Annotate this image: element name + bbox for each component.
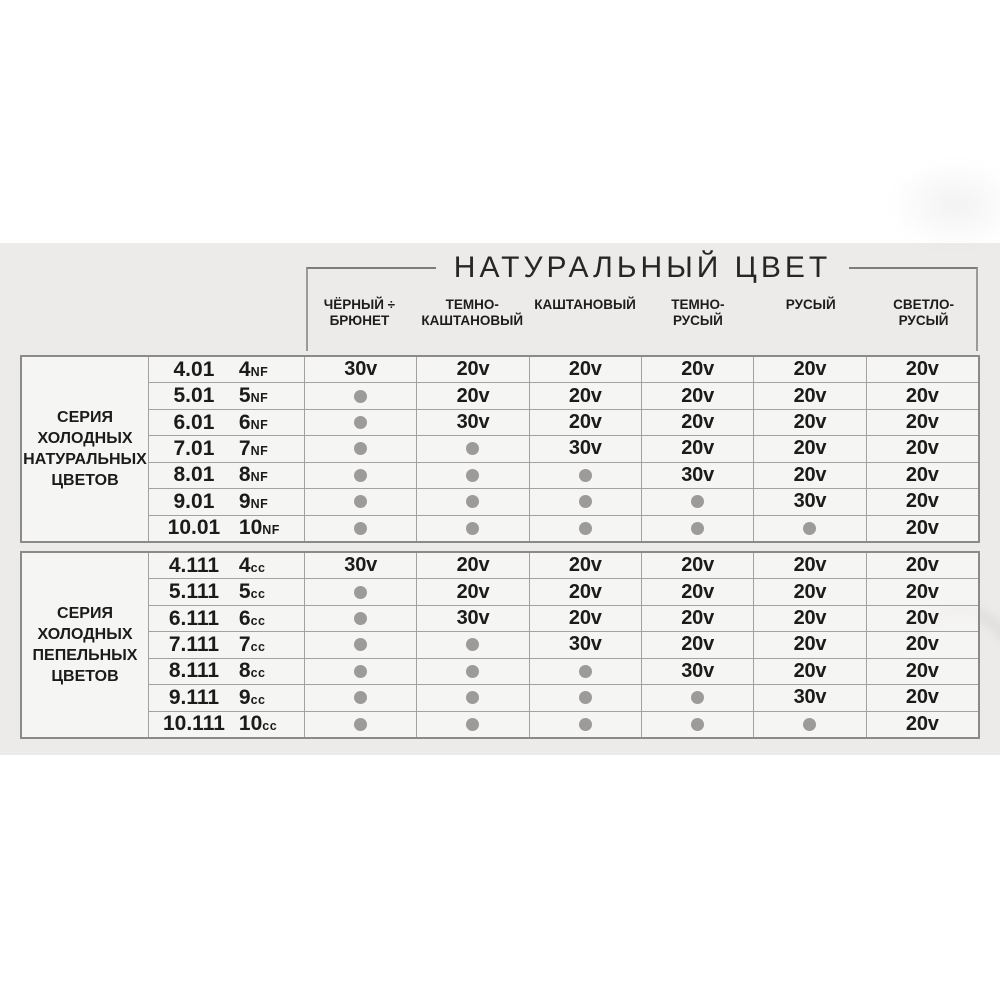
shade-short-suffix: cc: [250, 560, 266, 575]
developer-value-cell: 20v: [867, 436, 978, 461]
gray-dot-icon: [354, 390, 367, 403]
gray-dot-icon: [354, 442, 367, 455]
gray-dot-icon: [579, 469, 592, 482]
gray-dot-icon: [466, 691, 479, 704]
column-header-line: РУСЫЙ: [785, 297, 836, 312]
shade-code: 9.01: [173, 489, 215, 513]
level-dot-cell: [305, 659, 417, 684]
developer-value-cell: 20v: [417, 553, 529, 578]
level-dot-cell: [417, 712, 529, 737]
developer-value-cell: 20v: [867, 516, 978, 541]
column-header-line: ТЕМНО-: [445, 297, 499, 312]
column-header-line: РУСЫЙ: [672, 313, 723, 328]
developer-value-cell: 20v: [867, 357, 978, 382]
shade-code-cell: [149, 383, 305, 408]
gray-dot-icon: [466, 665, 479, 678]
level-dot-cell: [305, 685, 417, 710]
level-dot-cell: [530, 463, 642, 488]
shade-short-number: 9: [238, 489, 251, 513]
developer-value-cell: 20v: [754, 383, 866, 408]
developer-value-cell: 20v: [642, 383, 754, 408]
shade-short-code: [239, 463, 304, 487]
table-row: [149, 436, 978, 462]
level-dot-cell: [417, 436, 529, 461]
shade-code: 10.01: [167, 516, 221, 540]
series-label-line: СЕРИЯ: [57, 409, 113, 426]
table-row: [149, 659, 978, 685]
level-dot-cell: [530, 712, 642, 737]
shade-code-cell: [149, 553, 305, 578]
level-dot-cell: [305, 436, 417, 461]
table-row: [149, 516, 978, 541]
shade-code-cell: [149, 489, 305, 514]
level-dot-cell: [417, 463, 529, 488]
developer-value-cell: 20v: [867, 579, 978, 604]
level-dot-cell: [417, 516, 529, 541]
developer-value-cell: 20v: [867, 553, 978, 578]
developer-value-cell: 20v: [754, 579, 866, 604]
level-dot-cell: [305, 516, 417, 541]
series-label-line: ХОЛОДНЫХ: [37, 626, 133, 643]
developer-value-cell: 20v: [642, 410, 754, 435]
level-dot-cell: [417, 489, 529, 514]
shade-short-suffix: cc: [250, 639, 266, 654]
gray-dot-icon: [354, 469, 367, 482]
gray-dot-icon: [466, 638, 479, 651]
level-dot-cell: [642, 516, 754, 541]
shade-code: 6.111: [168, 606, 220, 630]
shade-short-code: [239, 712, 304, 736]
shade-code-cell: [149, 606, 305, 631]
shade-short-code: [239, 358, 304, 382]
table-row: [149, 579, 978, 605]
developer-value-cell: 30v: [530, 632, 642, 657]
gray-dot-icon: [466, 718, 479, 731]
column-header-6: [867, 297, 980, 329]
developer-value-cell: 30v: [530, 436, 642, 461]
shade-short-number: 5: [238, 384, 251, 408]
shade-code-cell: [149, 579, 305, 604]
developer-value-cell: 20v: [754, 659, 866, 684]
developer-value-cell: 20v: [417, 579, 529, 604]
shade-code: 8.01: [173, 463, 215, 487]
shade-short-code: [239, 490, 304, 514]
developer-value-cell: 20v: [642, 632, 754, 657]
shade-short-number: 10: [238, 516, 263, 540]
developer-value-cell: 20v: [530, 357, 642, 382]
shade-code-cell: [149, 712, 305, 737]
gray-dot-icon: [466, 469, 479, 482]
developer-value-cell: 20v: [642, 553, 754, 578]
developer-value-cell: 20v: [530, 383, 642, 408]
developer-value-cell: 30v: [754, 685, 866, 710]
table-row: [149, 383, 978, 409]
shade-code: 6.01: [173, 410, 215, 434]
level-dot-cell: [530, 516, 642, 541]
gray-dot-icon: [466, 522, 479, 535]
table-row: [149, 606, 978, 632]
table-row: [149, 463, 978, 489]
shade-short-number: 5: [238, 580, 251, 604]
developer-value-cell: 20v: [754, 606, 866, 631]
series-label-line: ЦВЕТОВ: [51, 472, 119, 489]
developer-value-cell: 20v: [642, 606, 754, 631]
table-row: [149, 632, 978, 658]
shade-short-code: [239, 659, 304, 683]
shade-code-cell: [149, 357, 305, 382]
developer-value-cell: 30v: [642, 659, 754, 684]
developer-value-cell: 20v: [417, 357, 529, 382]
shade-short-suffix: NF: [250, 417, 269, 432]
gray-dot-icon: [691, 495, 704, 508]
shade-code: 7.111: [168, 632, 220, 656]
developer-value-cell: 20v: [754, 410, 866, 435]
level-dot-cell: [530, 685, 642, 710]
shade-short-code: [239, 607, 304, 631]
shade-short-number: 4: [238, 553, 251, 577]
shade-short-number: 6: [238, 410, 251, 434]
shade-short-code: [239, 633, 304, 657]
shade-code-cell: [149, 659, 305, 684]
shade-short-code: [239, 384, 304, 408]
developer-value-cell: 20v: [867, 659, 978, 684]
gray-dot-icon: [354, 691, 367, 704]
shade-code-cell: [149, 410, 305, 435]
shade-short-suffix: cc: [250, 666, 266, 681]
developer-value-cell: 20v: [642, 357, 754, 382]
shade-code-cell: [149, 463, 305, 488]
shade-code: 5.111: [168, 580, 220, 604]
column-header-line: БРЮНЕТ: [329, 313, 390, 328]
series-label-line: СЕРИЯ: [57, 605, 113, 622]
level-dot-cell: [305, 410, 417, 435]
developer-value-cell: 30v: [305, 357, 417, 382]
developer-value-cell: 20v: [867, 606, 978, 631]
level-dot-cell: [305, 606, 417, 631]
series-label-line: ХОЛОДНЫХ: [37, 430, 133, 447]
developer-value-cell: 20v: [867, 712, 978, 737]
table-cold-ash-series: [20, 551, 980, 739]
level-dot-cell: [305, 489, 417, 514]
table-rows: [149, 553, 978, 737]
developer-value-cell: 20v: [530, 410, 642, 435]
developer-value-cell: 30v: [754, 489, 866, 514]
table-rows: [149, 357, 978, 541]
level-dot-cell: [754, 516, 866, 541]
gray-dot-icon: [354, 665, 367, 678]
developer-value-cell: 20v: [867, 489, 978, 514]
level-dot-cell: [417, 685, 529, 710]
shade-short-code: [239, 686, 304, 710]
shade-short-code: [239, 554, 304, 578]
developer-value-cell: 30v: [642, 463, 754, 488]
series-label-line: ПЕПЕЛЬНЫХ: [32, 647, 138, 664]
developer-value-cell: 20v: [867, 463, 978, 488]
shade-short-suffix: cc: [250, 692, 266, 707]
developer-value-cell: 30v: [305, 553, 417, 578]
gray-dot-icon: [579, 495, 592, 508]
shade-short-suffix: cc: [262, 719, 278, 734]
table-row: [149, 357, 978, 383]
column-header-line: КАШТАНОВЫЙ: [421, 313, 524, 328]
column-header-line: КАШТАНОВЫЙ: [534, 297, 636, 312]
column-header-line: РУСЫЙ: [898, 313, 949, 328]
gray-dot-icon: [579, 691, 592, 704]
gray-dot-icon: [691, 522, 704, 535]
table-row: [149, 712, 978, 737]
shade-short-number: 8: [238, 659, 251, 683]
developer-value-cell: 20v: [867, 632, 978, 657]
shade-short-number: 7: [238, 632, 251, 656]
level-dot-cell: [305, 632, 417, 657]
shade-short-number: 8: [238, 463, 251, 487]
level-dot-cell: [642, 489, 754, 514]
shade-short-number: 4: [238, 357, 251, 381]
level-dot-cell: [417, 632, 529, 657]
shade-code: 5.01: [173, 384, 215, 408]
shade-code: 4.01: [173, 357, 215, 381]
gray-dot-icon: [354, 612, 367, 625]
shade-short-suffix: NF: [250, 496, 269, 511]
table-row: [149, 489, 978, 515]
shade-code: 8.111: [168, 659, 220, 683]
page-title: НАТУРАЛЬНЫЙ ЦВЕТ: [307, 251, 978, 285]
gray-dot-icon: [354, 718, 367, 731]
shade-short-suffix: NF: [250, 443, 269, 458]
shade-short-suffix: cc: [250, 587, 266, 602]
developer-value-cell: 20v: [754, 357, 866, 382]
gray-dot-icon: [691, 718, 704, 731]
shade-short-suffix: cc: [250, 613, 266, 628]
shade-short-code: [239, 516, 304, 540]
column-header-5: [754, 297, 867, 329]
column-header-line: ЧЁРНЫЙ ÷: [323, 297, 396, 312]
shade-short-suffix: NF: [250, 391, 269, 406]
shade-short-suffix: NF: [250, 364, 269, 379]
level-dot-cell: [642, 712, 754, 737]
developer-value-cell: 20v: [642, 579, 754, 604]
gray-dot-icon: [354, 586, 367, 599]
shade-code-cell: [149, 685, 305, 710]
table-row: [149, 410, 978, 436]
series-label: [22, 553, 149, 737]
series-label-line: НАТУРАЛЬНЫХ: [23, 451, 147, 468]
shade-code-cell: [149, 516, 305, 541]
shade-short-code: [239, 580, 304, 604]
gray-dot-icon: [579, 522, 592, 535]
shade-short-suffix: NF: [250, 470, 269, 485]
shade-short-number: 10: [238, 712, 263, 736]
level-dot-cell: [754, 712, 866, 737]
column-header-2: [416, 297, 529, 329]
gray-dot-icon: [354, 416, 367, 429]
gray-dot-icon: [354, 495, 367, 508]
level-dot-cell: [305, 579, 417, 604]
shade-short-number: 9: [238, 685, 251, 709]
shade-code: 4.111: [168, 553, 220, 577]
column-header-line: СВЕТЛО-: [893, 297, 954, 312]
shade-short-code: [239, 411, 304, 435]
table-row: [149, 685, 978, 711]
level-dot-cell: [305, 383, 417, 408]
level-dot-cell: [642, 685, 754, 710]
gray-dot-icon: [354, 522, 367, 535]
gray-dot-icon: [579, 718, 592, 731]
developer-value-cell: 20v: [530, 606, 642, 631]
developer-value-cell: 20v: [754, 632, 866, 657]
shade-short-number: 7: [238, 436, 251, 460]
shade-code: 9.111: [168, 685, 220, 709]
level-dot-cell: [530, 659, 642, 684]
shade-short-code: [239, 437, 304, 461]
developer-value-cell: 20v: [754, 463, 866, 488]
column-header-1: [303, 297, 416, 329]
gray-dot-icon: [803, 718, 816, 731]
level-dot-cell: [417, 659, 529, 684]
developer-value-cell: 20v: [867, 383, 978, 408]
level-dot-cell: [305, 712, 417, 737]
gray-dot-icon: [466, 442, 479, 455]
series-label-line: ЦВЕТОВ: [51, 668, 119, 685]
developer-value-cell: 20v: [530, 553, 642, 578]
level-dot-cell: [530, 489, 642, 514]
developer-value-cell: 20v: [642, 436, 754, 461]
developer-value-cell: 30v: [417, 410, 529, 435]
shade-short-number: 6: [238, 606, 251, 630]
shade-short-suffix: NF: [262, 523, 280, 538]
developer-value-cell: 20v: [867, 685, 978, 710]
table-row: [149, 553, 978, 579]
gray-dot-icon: [354, 638, 367, 651]
gray-dot-icon: [579, 665, 592, 678]
developer-value-cell: 20v: [867, 410, 978, 435]
shade-code: 10.111: [162, 712, 225, 736]
developer-value-cell: 20v: [417, 383, 529, 408]
column-header-3: [529, 297, 642, 329]
gray-dot-icon: [691, 691, 704, 704]
shade-code: 7.01: [173, 436, 215, 460]
column-header-row: [303, 297, 980, 329]
series-label: [22, 357, 149, 541]
shade-code-cell: [149, 436, 305, 461]
developer-value-cell: 30v: [417, 606, 529, 631]
developer-value-cell: 20v: [754, 436, 866, 461]
column-header-4: [641, 297, 754, 329]
gray-dot-icon: [466, 495, 479, 508]
table-cold-natural-series: [20, 355, 980, 543]
gray-dot-icon: [803, 522, 816, 535]
column-header-line: ТЕМНО-: [671, 297, 725, 312]
level-dot-cell: [305, 463, 417, 488]
developer-value-cell: 20v: [530, 579, 642, 604]
developer-value-cell: 20v: [754, 553, 866, 578]
shade-code-cell: [149, 632, 305, 657]
